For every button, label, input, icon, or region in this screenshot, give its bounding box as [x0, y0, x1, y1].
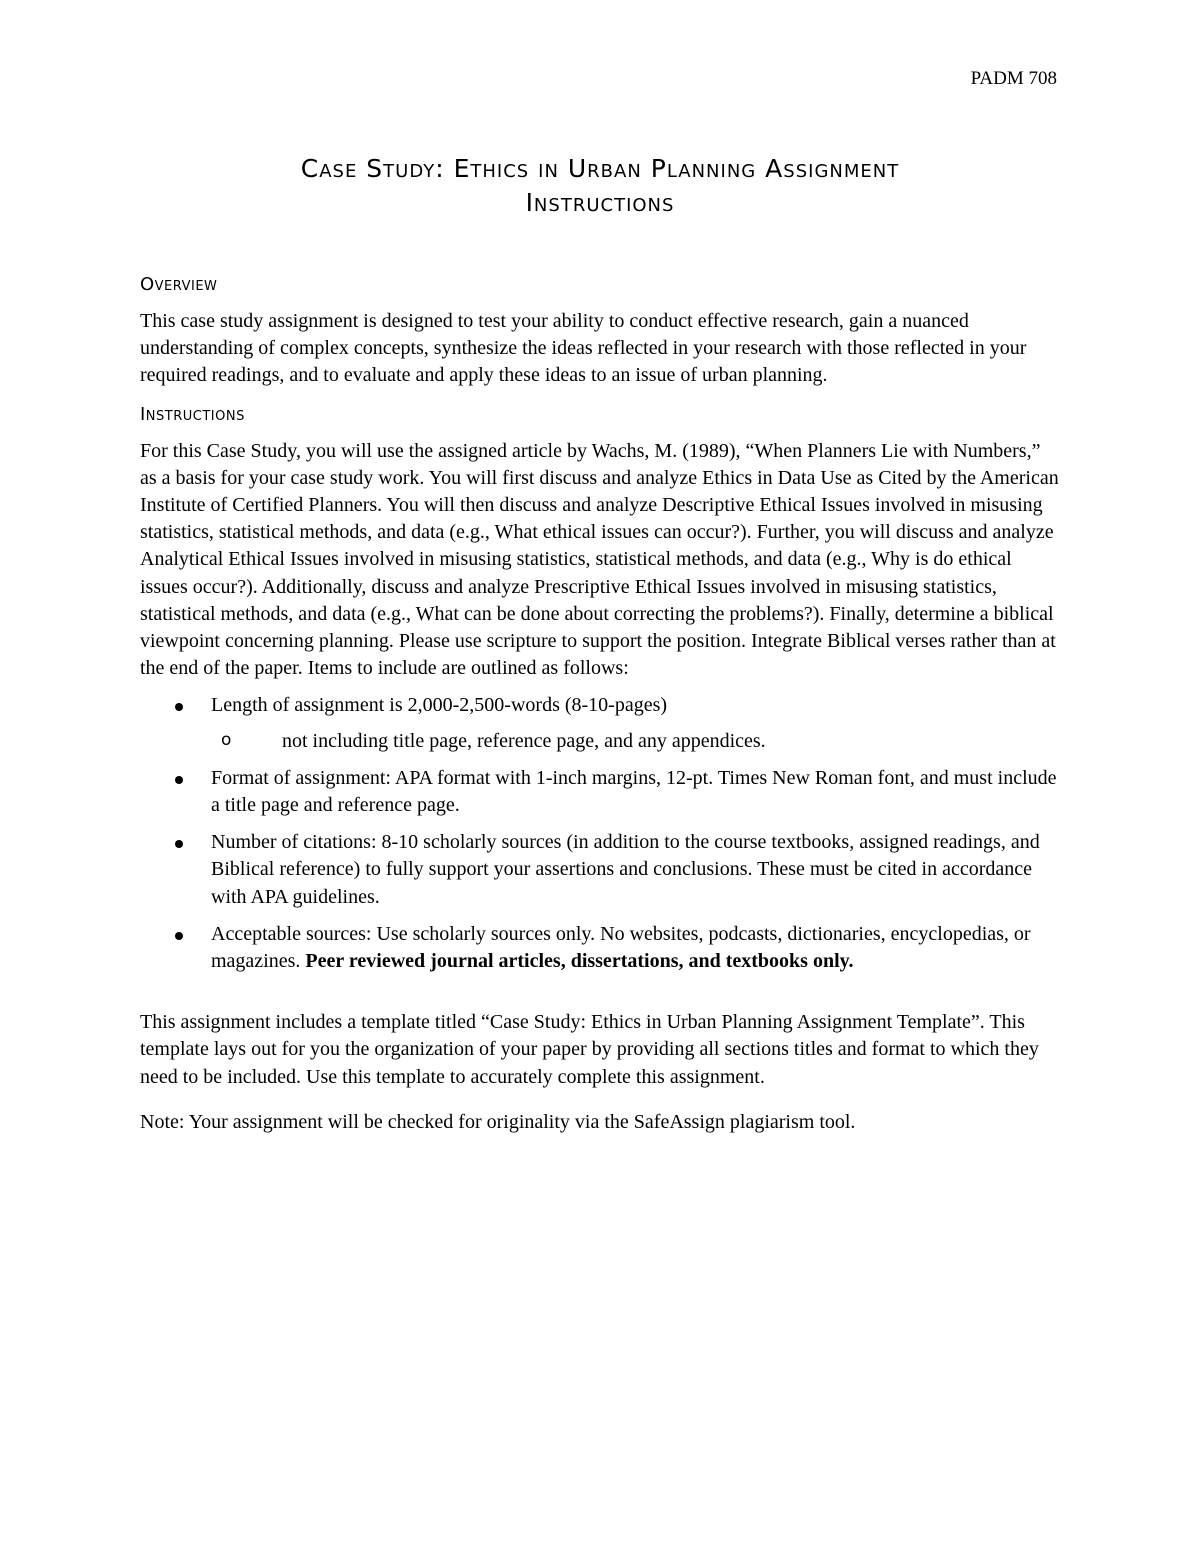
citations-requirement: Number of citations: 8-10 scholarly sources (in addition to the course textbooks, assigned readings, and Biblical reference) to fully support your assertions and conclusions. These must be cited in accordance with APA guidelines. — [211, 831, 1040, 908]
instructions-heading: Instructions — [140, 403, 245, 425]
bullet-icon — [175, 932, 183, 940]
requirements-list — [140, 692, 1060, 975]
document-title — [140, 152, 1060, 220]
length-requirement: Length of assignment is 2,000-2,500-words (8-10-pages) — [211, 694, 668, 717]
bullet-icon — [175, 703, 183, 711]
sources-emphasis: Peer reviewed journal articles, dissertations, and textbooks only. — [305, 950, 854, 973]
sub-list-item — [211, 728, 1060, 755]
title-line-1: Case Study: Ethics in Urban Planning Assignment — [300, 154, 900, 183]
title-line-2: Instructions — [525, 188, 675, 217]
overview-heading: Overview — [140, 274, 218, 295]
format-requirement: Format of assignment: APA format with 1-inch margins, 12-pt. Times New Roman font, and must include a title page and reference page. — [211, 766, 1057, 817]
bullet-icon — [175, 776, 183, 784]
instructions-paragraph: For this Case Study, you will use the assigned article by Wachs, M. (1989), “When Planners Lie with Numbers,” as a basis for your case study work. You will first discuss and analyze Ethics in Data Use as Cited by the American Institute of Certified Planners. You will then discuss and analyze Descriptive Ethical Issues involved in misusing statistics, statistical methods, and data (e.g., What ethical issues can occur?). Further, you will discuss and analyze Analytical Ethical Issues involved in misusing statistics, statistical methods, and data (e.g., Why is do ethical issues occur?). Additionally, discuss and analyze Prescriptive Ethical Issues involved in misusing statistics, statistical methods, and data (e.g., What can be done about correcting the problems?). Finally, determine a biblical viewpoint concerning planning. Please use scripture to support the position. Integrate Biblical verses rather than at the end of the paper. Items to include are outlined as follows: — [140, 439, 1059, 680]
overview-paragraph: This case study assignment is designed to test your ability to conduct effective research, gain a nuanced understanding of complex concepts, synthesize the ideas reflected in your research with those reflected in your required readings, and to evaluate and apply these ideas to an issue of urban planning. — [140, 310, 1027, 387]
list-item-sources — [140, 921, 1060, 975]
list-item-format — [140, 765, 1060, 819]
bullet-icon — [175, 840, 183, 848]
sources-requirement: Acceptable sources: Use scholarly sources only. No websites, podcasts, dictionaries, encyclopedias, or magazines. — [211, 922, 1031, 973]
document-body — [140, 272, 1060, 1136]
course-code-header: PADM 708 — [970, 68, 1057, 89]
list-item-length — [140, 692, 1060, 754]
length-exclusions: not including title page, reference page, and any appendices. — [282, 729, 766, 752]
template-paragraph: This assignment includes a template titled “Case Study: Ethics in Urban Planning Assignment Template”. This template lays out for you the organization of your paper by providing all sections titles and format to which they need to be included. Use this template to accurately complete this assignment. — [140, 1011, 1039, 1088]
list-item-citations — [140, 829, 1060, 911]
originality-note: Note: Your assignment will be checked for originality via the SafeAssign plagiarism tool. — [140, 1110, 856, 1133]
hollow-bullet-icon: o — [221, 729, 232, 750]
